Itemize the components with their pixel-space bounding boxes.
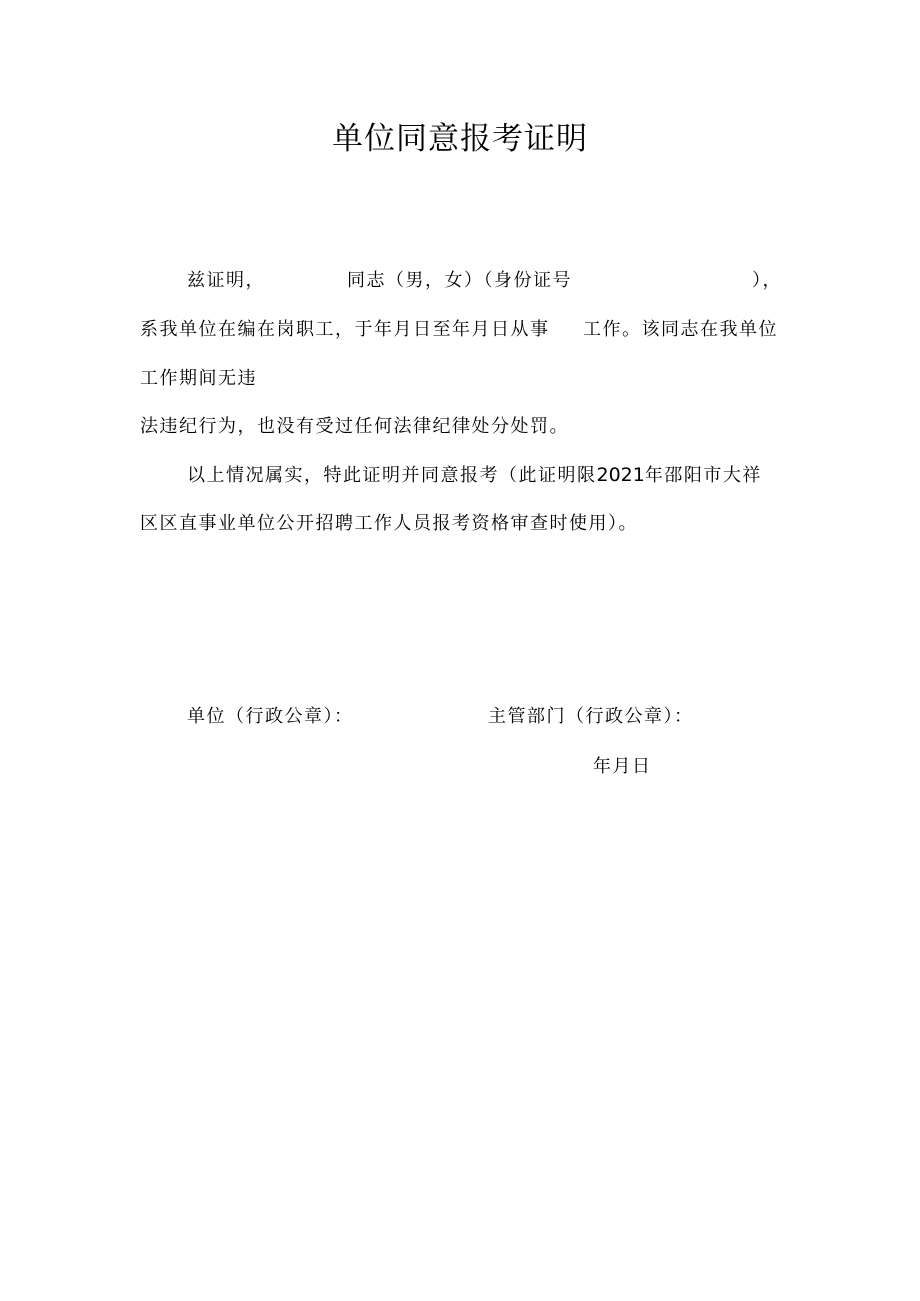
comrade-gender-id-label: 同志（男，女）（身份证号 bbox=[347, 270, 572, 291]
id-close-paren: ）， bbox=[752, 270, 782, 291]
usage-scope-statement: 区区直事业单位公开招聘工作人员报考资格审查时使用）。 bbox=[140, 513, 638, 534]
confirmation-statement bbox=[187, 462, 762, 489]
employment-statement-tail: 工作。该同志在我单位 bbox=[583, 319, 778, 340]
no-violation-statement: 法违纪行为，也没有受过任何法律纪律处分处罚。 bbox=[140, 416, 569, 437]
confirmation-text-a: 以上情况属实，特此证明并同意报考（此证明限 bbox=[187, 465, 597, 486]
year-number: 2021 bbox=[596, 464, 645, 486]
document-title: 单位同意报考证明 bbox=[332, 121, 588, 157]
department-seal-label: 主管部门（行政公章）： bbox=[488, 706, 694, 727]
employment-statement: 系我单位在编在岗职工，于年月日至年月日从事 bbox=[140, 319, 550, 340]
confirmation-text-b: 年邵阳市大祥 bbox=[644, 465, 762, 486]
date-label: 年月日 bbox=[593, 756, 652, 777]
certify-intro: 兹证明， bbox=[187, 270, 265, 291]
work-period-statement: 工作期间无违 bbox=[140, 368, 257, 389]
unit-seal-label: 单位（行政公章）： bbox=[187, 706, 354, 727]
